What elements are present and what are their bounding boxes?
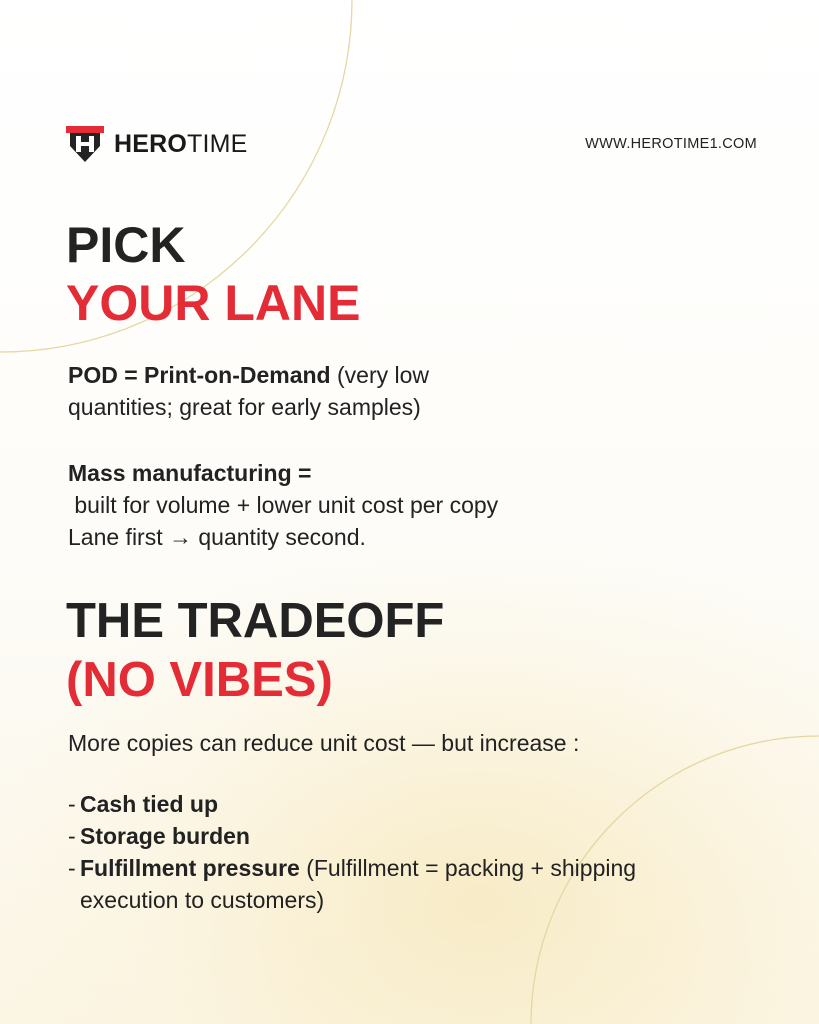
pod-label: POD = Print-on-Demand bbox=[68, 362, 331, 388]
website-url: WWW.HEROTIME1.COM bbox=[585, 136, 757, 152]
tradeoff-list bbox=[68, 788, 636, 916]
list-dash: - bbox=[68, 855, 76, 881]
brand-wordmark bbox=[114, 130, 248, 159]
list-item bbox=[68, 820, 636, 852]
heading-pick: PICK bbox=[66, 217, 186, 273]
list-item bbox=[68, 852, 636, 884]
lane-first-note: Lane first → quantity second. bbox=[68, 524, 366, 550]
list-item bbox=[68, 788, 636, 820]
heading-your-lane: YOUR LANE bbox=[66, 275, 361, 331]
list-item-continuation: execution to customers) bbox=[80, 887, 325, 913]
pod-detail-1: (very low bbox=[330, 362, 430, 388]
tradeoff-intro: More copies can reduce unit cost — but increase : bbox=[68, 730, 580, 756]
brand-name-bold: HERO bbox=[114, 129, 188, 158]
list-item-label: Fulfillment pressure bbox=[80, 855, 300, 881]
heading-no-vibes: (NO VIBES) bbox=[66, 653, 333, 707]
pod-definition bbox=[68, 359, 588, 423]
list-dash: - bbox=[68, 791, 76, 817]
mass-label: Mass manufacturing = bbox=[68, 460, 312, 486]
heading-the-tradeoff: THE TRADEOFF bbox=[66, 594, 445, 648]
brand-name-light: TIME bbox=[187, 129, 248, 158]
shield-logo-icon bbox=[66, 124, 104, 164]
list-item-label: Cash tied up bbox=[80, 791, 219, 817]
herotime-logo bbox=[66, 124, 248, 164]
mass-detail: built for volume + lower unit cost per copy bbox=[68, 492, 499, 518]
list-item-label: Storage burden bbox=[80, 823, 250, 849]
list-dash: - bbox=[68, 823, 76, 849]
mass-manufacturing-definition bbox=[68, 457, 628, 553]
list-item-detail: (Fulfillment = packing + shipping bbox=[299, 855, 637, 881]
pod-detail-2: quantities; great for early samples) bbox=[68, 394, 421, 420]
